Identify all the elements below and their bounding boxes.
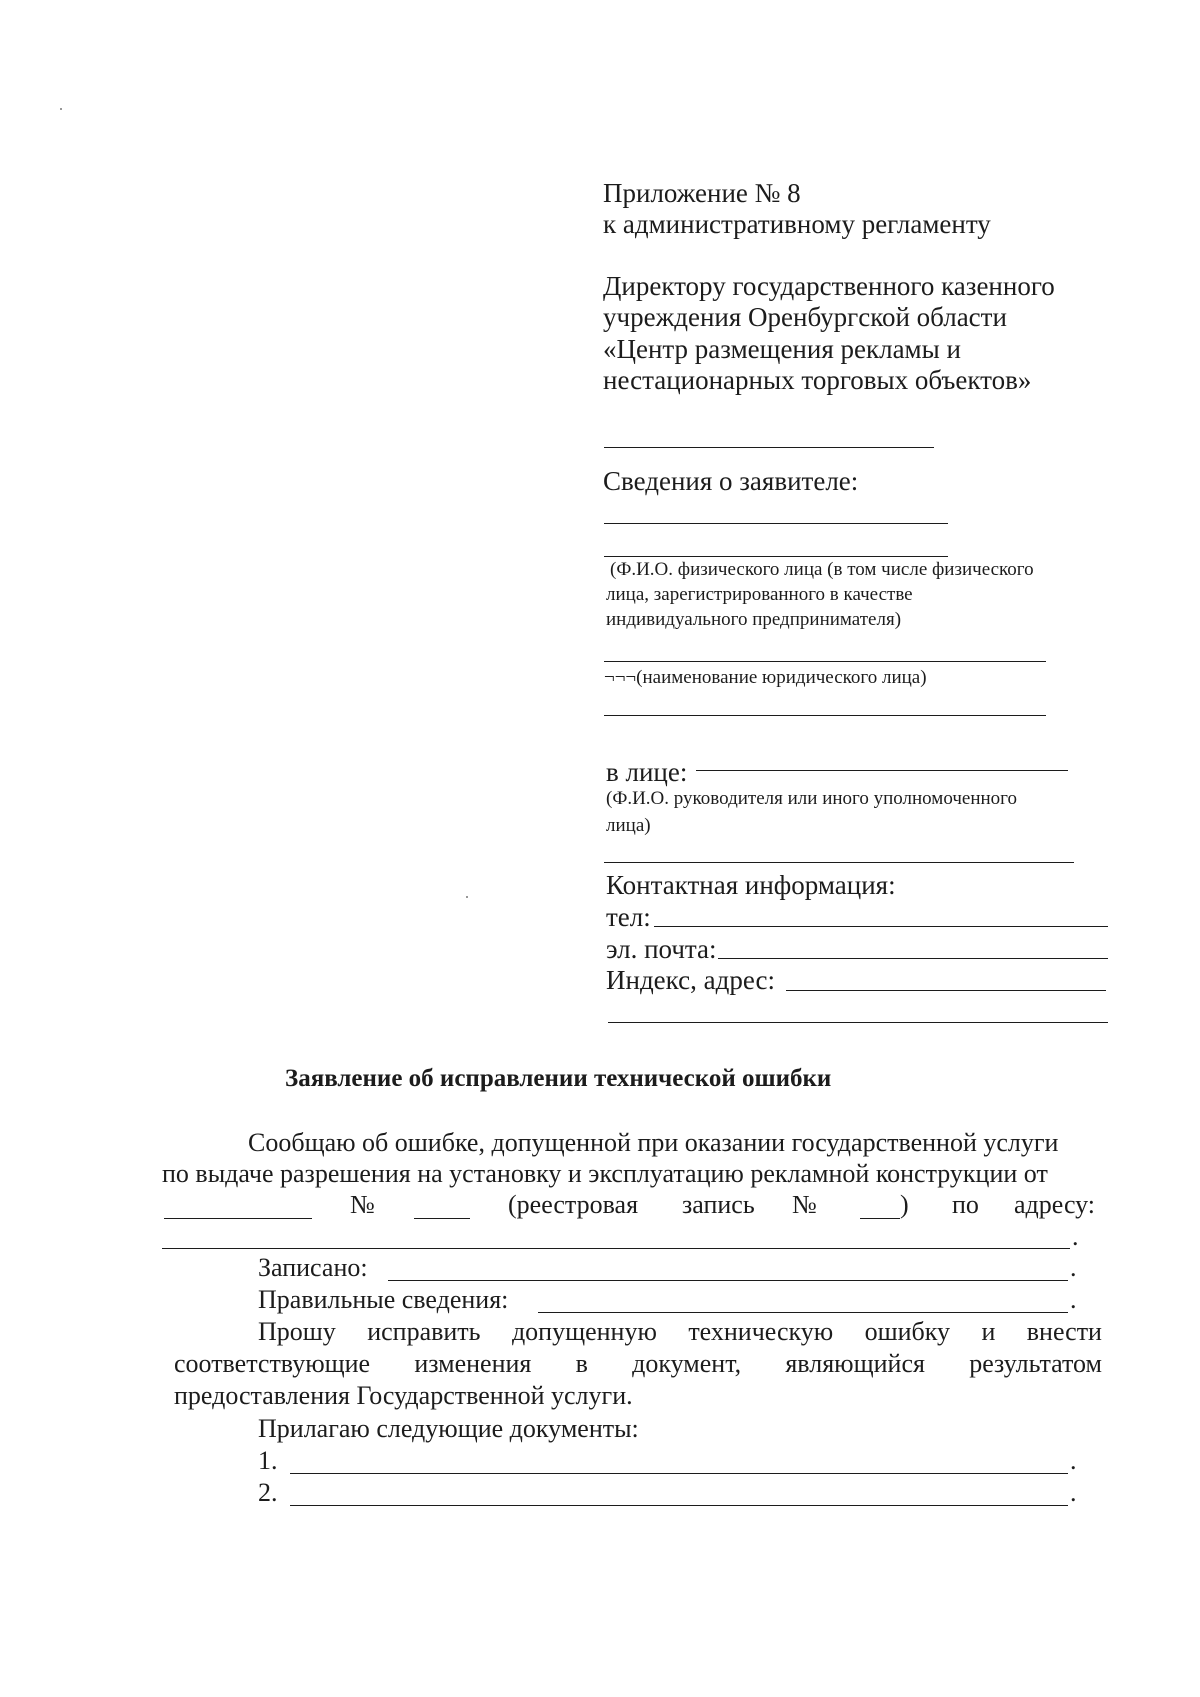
request-word: ошибку: [864, 1317, 951, 1346]
email-label: эл. почта:: [606, 934, 717, 964]
applicant-name-line-1[interactable]: [604, 523, 948, 524]
request-word: в: [575, 1349, 588, 1378]
date-blank[interactable]: [164, 1218, 312, 1219]
attachment-period-2: .: [1070, 1478, 1077, 1507]
address-line-2[interactable]: [608, 1022, 1108, 1023]
number-sign: №: [350, 1190, 375, 1219]
registry-paren-close: ): [900, 1190, 909, 1219]
request-line-1: [258, 1317, 1102, 1347]
contact-heading: Контактная информация:: [606, 870, 896, 900]
request-word: допущенную: [511, 1317, 657, 1346]
annex-reference: к административному регламенту: [603, 209, 991, 239]
address-line-1[interactable]: [786, 990, 1106, 991]
representative-note-line-2: лица): [606, 815, 651, 836]
correct-label: Правильные сведения:: [258, 1285, 509, 1314]
statement-line-1: Сообщаю об ошибке, допущенной при оказании государственной услуги: [248, 1128, 1059, 1157]
request-word: документ,: [632, 1349, 742, 1378]
registry-text: (реестровая: [508, 1190, 639, 1219]
addressee-line-4: нестационарных торговых объектов»: [603, 365, 1032, 395]
email-line[interactable]: [718, 958, 1108, 959]
annex-number: Приложение № 8: [603, 178, 801, 208]
attachment-line-2[interactable]: [290, 1505, 1068, 1506]
request-word: результатом: [969, 1349, 1102, 1378]
correct-line[interactable]: [538, 1312, 1068, 1313]
attachment-line-1[interactable]: [290, 1473, 1068, 1474]
addressee-line-1: Директору государственного казенного: [603, 271, 1055, 301]
recorded-period: .: [1070, 1253, 1077, 1282]
addressee-line-3: «Центр размещения рекламы и: [603, 334, 961, 364]
object-address-period: .: [1072, 1222, 1079, 1251]
request-line-3: предоставления Государственной услуги.: [174, 1381, 633, 1410]
scan-speck: [466, 896, 468, 898]
request-word: и: [981, 1317, 996, 1346]
addressee-line-2: учреждения Оренбургской области: [603, 302, 1007, 332]
statement-line-2: по выдаче разрешения на установку и эксплуатацию рекламной конструкции от: [162, 1159, 1048, 1188]
address-label: Индекс, адрес:: [606, 965, 775, 995]
phone-line[interactable]: [654, 926, 1108, 927]
statement-title: Заявление об исправлении технической ошибки: [285, 1065, 832, 1092]
individual-note-line-1: (Ф.И.О. физического лица (в том числе физического: [610, 559, 1034, 580]
request-word: являющийся: [785, 1349, 925, 1378]
registry-number-sign: №: [792, 1190, 817, 1219]
individual-note-line-3: индивидуального предпринимателя): [606, 609, 902, 630]
request-word: соответствующие: [174, 1349, 371, 1378]
legal-entity-line-2[interactable]: [604, 715, 1046, 716]
recorded-line[interactable]: [388, 1280, 1068, 1281]
request-word: Прошу: [258, 1317, 336, 1346]
attachment-period-1: .: [1070, 1446, 1077, 1475]
applicant-heading: Сведения о заявителе:: [603, 466, 859, 496]
director-name-line[interactable]: [604, 447, 934, 448]
represented-by-line[interactable]: [696, 770, 1068, 771]
representative-note-line-1: (Ф.И.О. руководителя или иного уполномоченного: [606, 788, 1017, 809]
request-word: исправить: [367, 1317, 481, 1346]
representative-extra-line[interactable]: [604, 862, 1074, 863]
number-blank[interactable]: [414, 1218, 470, 1219]
record-text: запись: [682, 1190, 755, 1219]
legal-entity-line-1[interactable]: [604, 661, 1046, 662]
attachment-number-2: 2.: [258, 1478, 278, 1507]
attach-label: Прилагаю следующие документы:: [258, 1414, 639, 1443]
correct-period: .: [1070, 1285, 1077, 1314]
phone-label: тел:: [606, 902, 651, 932]
individual-note-line-2: лица, зарегистрированного в качестве: [606, 584, 913, 605]
request-word: техническую: [688, 1317, 834, 1346]
request-word: изменения: [414, 1349, 532, 1378]
scan-speck: [60, 108, 62, 110]
at-text: по: [952, 1190, 979, 1219]
object-address-line[interactable]: [162, 1248, 1070, 1249]
request-word: внести: [1026, 1317, 1102, 1346]
recorded-label: Записано:: [258, 1253, 368, 1282]
request-line-2: [174, 1349, 1102, 1379]
registry-number-blank[interactable]: [860, 1218, 900, 1219]
attachment-number-1: 1.: [258, 1446, 278, 1475]
address-text: адресу:: [1014, 1190, 1096, 1219]
represented-by-label: в лице:: [606, 757, 688, 787]
legal-entity-note: ¬¬¬(наименование юридического лица): [604, 667, 927, 688]
